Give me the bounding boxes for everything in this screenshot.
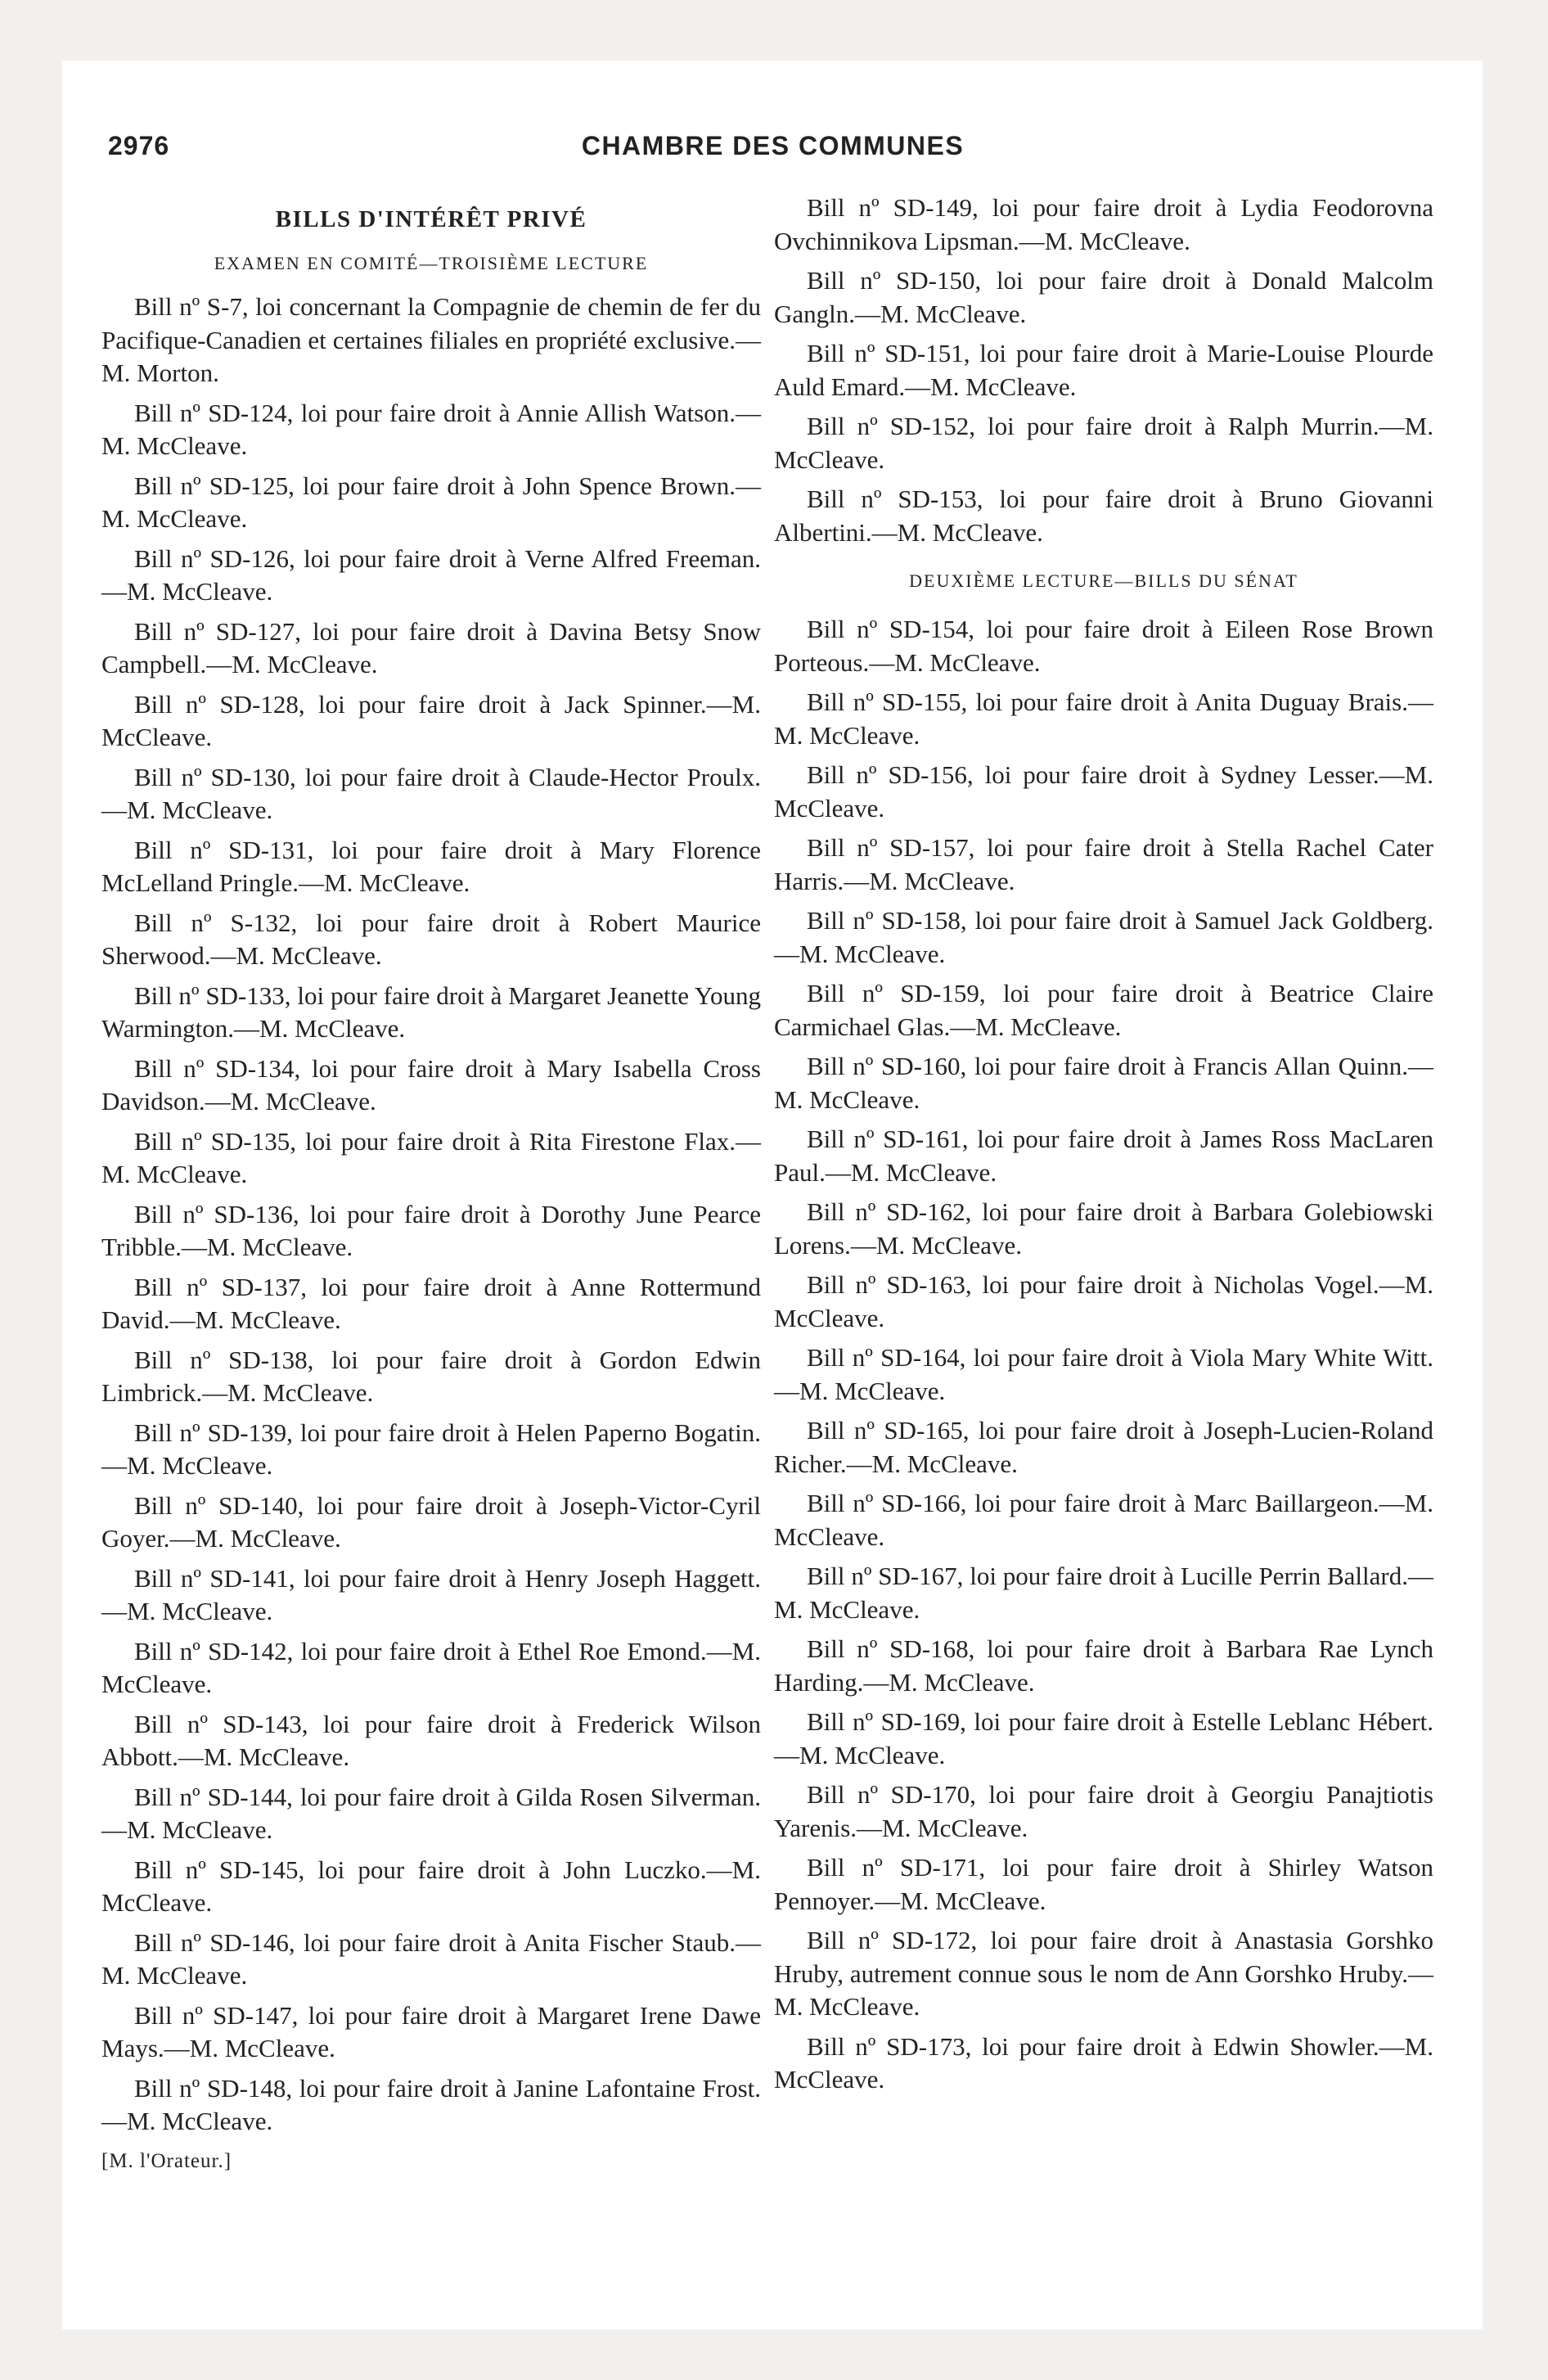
bill-entry: Bill nº SD-136, loi pour faire droit à Dorothy June Pearce Tribble.—M. McCleave. [101, 1199, 761, 1261]
bill-entry: Bill nº SD-138, loi pour faire droit à Gordon Edwin Limbrick.—M. McCleave. [101, 1345, 761, 1407]
bill-entry: Bill nº SD-152, loi pour faire droit à Ralph Murrin.—M. McCleave. [774, 412, 1433, 474]
bill-entry: Bill nº SD-168, loi pour faire droit à Barbara Rae Lynch Harding.—M. McCleave. [774, 1634, 1433, 1697]
bill-entry: Bill nº SD-167, loi pour faire droit à Lucille Perrin Ballard.—M. McCleave. [774, 1562, 1433, 1624]
bill-entry: Bill nº SD-135, loi pour faire droit à Rita Firestone Flax.—M. McCleave. [101, 1126, 761, 1188]
bill-entry: Bill nº SD-155, loi pour faire droit à Anita Duguay Brais.—M. McCleave. [774, 687, 1433, 750]
bill-entry: Bill nº SD-134, loi pour faire droit à Mary Isabella Cross Davidson.—M. McCleave. [101, 1053, 761, 1116]
bill-entry: Bill nº SD-151, loi pour faire droit à Marie-Louise Plourde Auld Emard.—M. McCleave. [774, 339, 1433, 401]
second-reading-subheading: DEUXIÈME LECTURE—BILLS DU SÉNAT [909, 570, 1298, 591]
running-head: CHAMBRE DES COMMUNES [581, 131, 965, 160]
bill-entry: Bill nº SD-128, loi pour faire droit à Jack Spinner.—M. McCleave. [101, 689, 761, 751]
bill-entry: Bill nº SD-148, loi pour faire droit à Janine Lafontaine Frost.—M. McCleave. [101, 2073, 761, 2135]
bill-entry: Bill nº S-132, loi pour faire droit à Robert Maurice Sherwood.—M. McCleave. [101, 908, 761, 970]
bill-entry: Bill nº SD-164, loi pour faire droit à Viola Mary White Witt.—M. McCleave. [774, 1343, 1433, 1405]
bill-entry: Bill nº SD-161, loi pour faire droit à James Ross MacLaren Paul.—M. McCleave. [774, 1125, 1433, 1187]
bill-entry: Bill nº SD-141, loi pour faire droit à Henry Joseph Haggett.—M. McCleave. [101, 1563, 761, 1625]
bill-entry: Bill nº SD-124, loi pour faire droit à Annie Allish Watson.—M. McCleave. [101, 398, 761, 460]
bill-entry: Bill nº SD-137, loi pour faire droit à Anne Rottermund David.—M. McCleave. [101, 1272, 761, 1334]
bill-entry: Bill nº SD-157, loi pour faire droit à Stella Rachel Cater Harris.—M. McCleave. [774, 833, 1433, 895]
bill-entry: Bill nº SD-171, loi pour faire droit à Shirley Watson Pennoyer.—M. McCleave. [774, 1853, 1433, 1915]
bill-entry: Bill nº SD-156, loi pour faire droit à Sydney Lesser.—M. McCleave. [774, 760, 1433, 823]
left-entry-list [101, 291, 761, 2139]
page-header [108, 131, 1438, 180]
right-column [774, 192, 1433, 2103]
page-number: 2976 [108, 131, 170, 160]
bill-entry: Bill nº SD-139, loi pour faire droit à Helen Paperno Bogatin.—M. McCleave. [101, 1418, 761, 1480]
bill-entry: Bill nº SD-170, loi pour faire droit à Georgiu Panajtiotis Yarenis.—M. McCleave. [774, 1780, 1433, 1842]
section-subheading: EXAMEN EN COMITÉ—TROISIÈME LECTURE [214, 253, 649, 273]
bill-entry: Bill nº SD-160, loi pour faire droit à Francis Allan Quinn.—M. McCleave. [774, 1052, 1433, 1114]
bill-entry: Bill nº SD-172, loi pour faire droit à Anastasia Gorshko Hruby, autrement connue sous le nom de Ann Gorshko Hruby.—M. McCleave. [774, 1926, 1433, 2021]
bill-entry: Bill nº SD-145, loi pour faire droit à John Luczko.—M. McCleave. [101, 1855, 761, 1917]
bill-entry: Bill nº SD-159, loi pour faire droit à Beatrice Claire Carmichael Glas.—M. McCleave. [774, 979, 1433, 1041]
bill-entry: Bill nº SD-147, loi pour faire droit à Margaret Irene Dawe Mays.—M. McCleave. [101, 2000, 761, 2062]
bill-entry: Bill nº SD-130, loi pour faire droit à Claude-Hector Proulx.—M. McCleave. [101, 762, 761, 824]
bill-entry: Bill nº SD-150, loi pour faire droit à Donald Malcolm Gangln.—M. McCleave. [774, 266, 1433, 328]
bill-entry: Bill nº SD-149, loi pour faire droit à Lydia Feodorovna Ovchinnikova Lipsman.—M. McCleave. [774, 193, 1433, 255]
left-column [101, 192, 761, 2173]
document-page [62, 61, 1483, 2329]
bill-entry: Bill nº SD-133, loi pour faire droit à Margaret Jeanette Young Warmington.—M. McCleave. [101, 980, 761, 1043]
bill-entry: Bill nº SD-125, loi pour faire droit à John Spence Brown.—M. McCleave. [101, 471, 761, 533]
bill-entry: Bill nº S-7, loi concernant la Compagnie de chemin de fer du Pacifique-Canadien et certaines filiales en propriété exclusive.—M. Morton. [101, 292, 761, 387]
bill-entry: Bill nº SD-142, loi pour faire droit à Ethel Roe Emond.—M. McCleave. [101, 1636, 761, 1698]
bill-entry: Bill nº SD-140, loi pour faire droit à Joseph-Victor-Cyril Goyer.—M. McCleave. [101, 1490, 761, 1553]
footer-note: [M. l'Orateur.] [101, 2149, 232, 2172]
bill-entry: Bill nº SD-169, loi pour faire droit à Estelle Leblanc Hébert.—M. McCleave. [774, 1707, 1433, 1769]
right-entry-list-bottom [774, 613, 1433, 2097]
bill-entry: Bill nº SD-153, loi pour faire droit à Bruno Giovanni Albertini.—M. McCleave. [774, 485, 1433, 547]
bill-entry: Bill nº SD-162, loi pour faire droit à Barbara Golebiowski Lorens.—M. McCleave. [774, 1197, 1433, 1260]
bill-entry: Bill nº SD-163, loi pour faire droit à Nicholas Vogel.—M. McCleave. [774, 1270, 1433, 1332]
bill-entry: Bill nº SD-166, loi pour faire droit à Marc Baillargeon.—M. McCleave. [774, 1489, 1433, 1551]
bill-entry: Bill nº SD-143, loi pour faire droit à Frederick Wilson Abbott.—M. McCleave. [101, 1709, 761, 1771]
bill-entry: Bill nº SD-154, loi pour faire droit à Eileen Rose Brown Porteous.—M. McCleave. [774, 615, 1433, 677]
bill-entry: Bill nº SD-165, loi pour faire droit à Joseph-Lucien-Roland Richer.—M. McCleave. [774, 1416, 1433, 1478]
right-entry-list-top [774, 192, 1433, 549]
bill-entry: Bill nº SD-158, loi pour faire droit à Samuel Jack Goldberg.—M. McCleave. [774, 906, 1433, 968]
section-title: BILLS D'INTÉRÊT PRIVÉ [275, 206, 587, 232]
bill-entry: Bill nº SD-131, loi pour faire droit à Mary Florence McLelland Pringle.—M. McCleave. [101, 835, 761, 897]
bill-entry: Bill nº SD-126, loi pour faire droit à Verne Alfred Freeman.—M. McCleave. [101, 543, 761, 606]
bill-entry: Bill nº SD-173, loi pour faire droit à Edwin Showler.—M. McCleave. [774, 2031, 1433, 2094]
bill-entry: Bill nº SD-146, loi pour faire droit à Anita Fischer Staub.—M. McCleave. [101, 1927, 761, 1990]
bill-entry: Bill nº SD-127, loi pour faire droit à Davina Betsy Snow Campbell.—M. McCleave. [101, 616, 761, 678]
bill-entry: Bill nº SD-144, loi pour faire droit à Gilda Rosen Silverman.—M. McCleave. [101, 1782, 761, 1844]
